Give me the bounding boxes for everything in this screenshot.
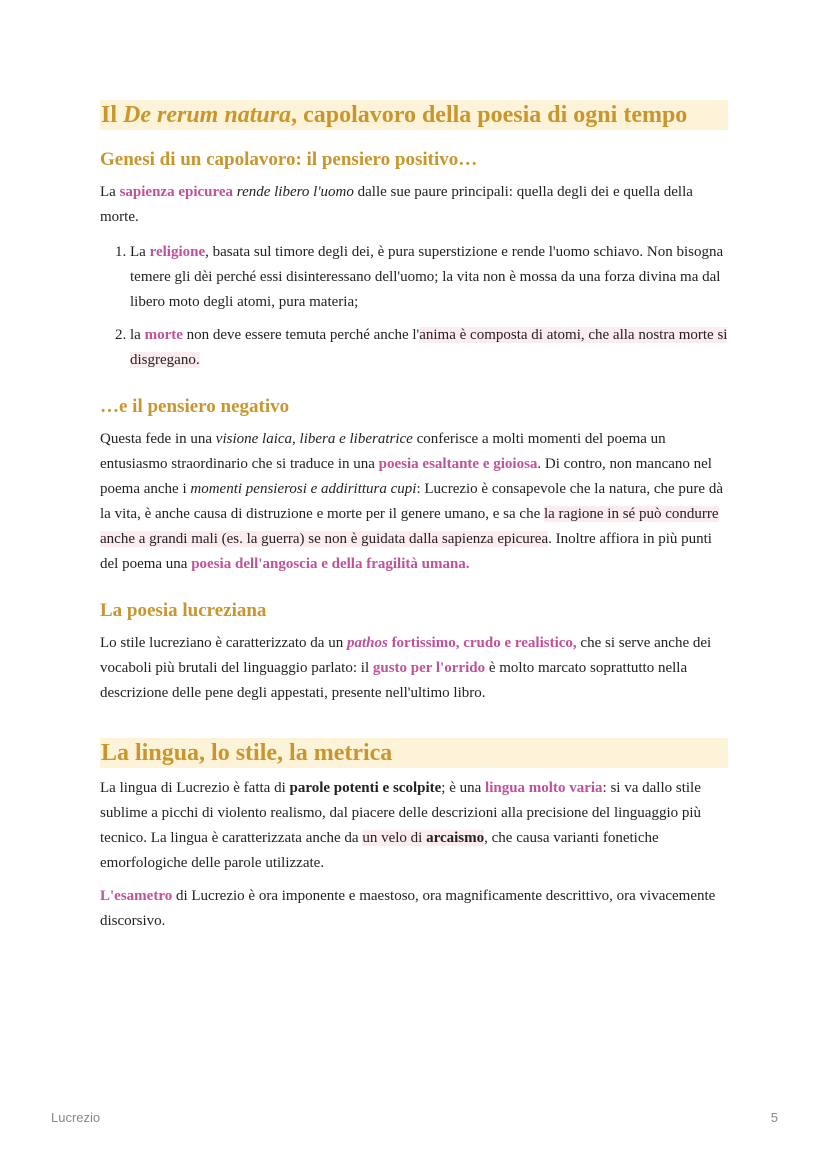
text: . Inoltre affiora in più punti del poema una <box>100 531 712 572</box>
list-item-religione <box>130 240 728 315</box>
text: è molto marcato soprattutto nella descrizione delle pene degli appestati, presente nell'ultimo libro. <box>100 660 688 701</box>
text: ; è una <box>441 780 486 796</box>
bold-parole-potenti: parole potenti e scolpite <box>289 780 442 796</box>
text: Questa fede in una <box>100 431 216 447</box>
emphasis-visione: visione laica, libera e liberatrice <box>215 431 413 447</box>
title-lingua-stile-metrica: La lingua, lo stile, la metrica <box>100 738 728 768</box>
emphasis-momenti: momenti pensierosi e addirittura cupi <box>190 481 417 497</box>
title1-pre: Il <box>101 102 124 128</box>
heading-poesia-lucreziana: La poesia lucreziana <box>100 600 267 621</box>
text: di Lucrezio è ora imponente e maestoso, ora magnificamente descrittivo, ora vivacemente discorsivo. <box>100 888 716 929</box>
title1-italic: De rerum natura <box>123 102 292 128</box>
text: La <box>100 184 120 200</box>
page-number: 5 <box>770 1110 778 1125</box>
text: la <box>130 327 145 343</box>
text: un velo di <box>362 830 427 846</box>
highlight-velo <box>362 830 484 846</box>
text: , che causa varianti fonetiche emorfologiche delle parole utilizzate. <box>100 830 659 871</box>
text: La <box>130 244 150 260</box>
paragraph-stile <box>100 631 728 706</box>
text: La lingua di Lucrezio è fatta di <box>100 780 290 796</box>
term-esametro: L'esametro <box>100 888 173 904</box>
paragraph-sapienza <box>100 180 728 230</box>
term-pathos: pathos <box>346 635 388 651</box>
term-fortissimo: fortissimo, crudo e realistico, <box>387 635 577 651</box>
title1-post: , capolavoro della poesia di ogni tempo <box>291 102 688 128</box>
page-content <box>100 100 728 934</box>
text: che si serve anche dei vocaboli più brutali del linguaggio parlato: il <box>100 635 712 676</box>
heading-pensiero-negativo: …e il pensiero negativo <box>100 396 290 417</box>
text: : si va dallo stile sublime a picchi di violento realismo, dal piacere delle descrizioni alla precisione del linguaggio più tecnico. La lingua è caratterizzata anche da <box>100 780 702 846</box>
paragraph-esametro <box>100 884 728 934</box>
text: : Lucrezio è consapevole che la natura, che pure dà la vita, è anche causa di distruzione e morte per il genere umano, e sa che <box>100 481 723 522</box>
term-gusto-orrido: gusto per l'orrido <box>372 660 486 676</box>
footer-title: Lucrezio <box>51 1110 101 1125</box>
term-poesia-angoscia: poesia dell'angoscia e della fragilità umana. <box>191 556 470 572</box>
highlight-ragione: la ragione in sé può condurre anche a grandi mali (es. la guerra) se non è guidata dalla sapienza epicurea <box>100 506 719 547</box>
text: dalle sue paure principali: quella degli dei e quella della morte. <box>100 184 693 225</box>
text: . Di contro, non mancano nel poema anche i <box>100 456 712 497</box>
list-item-morte <box>130 323 728 373</box>
term-religione: religione <box>149 244 206 260</box>
paragraph-lingua <box>100 776 728 876</box>
text: , basata sul timore degli dei, è pura superstizione e rende l'uomo schiavo. Non bisogna temere gli dèi perché essi disinteressano dell'uomo; la vita non è mossa da una forza divina ma dal libero moto degli atomi, pura materia; <box>130 244 724 310</box>
text: Lo stile lucreziano è caratterizzato da un <box>100 635 347 651</box>
title-de-rerum-natura <box>100 100 728 130</box>
highlight-anima: anima è composta di atomi, che alla nostra morte si disgregano. <box>130 327 728 368</box>
bold-arcaismo: arcaismo <box>426 830 485 846</box>
emphasis-libero: rende libero l'uomo <box>236 184 354 200</box>
text: non deve essere temuta perché anche l' <box>182 327 420 343</box>
list-paure <box>100 240 728 373</box>
term-poesia-esaltante: poesia esaltante e gioiosa <box>378 456 538 472</box>
text: conferisce a molti momenti del poema un entusiasmo straordinario che si traduce in una <box>100 431 666 472</box>
heading-genesi: Genesi di un capolavoro: il pensiero positivo… <box>100 149 478 170</box>
term-morte: morte <box>144 327 183 343</box>
term-lingua-varia: lingua molto varia <box>485 780 603 796</box>
paragraph-fede <box>100 427 728 577</box>
term-sapienza-epicurea: sapienza epicurea <box>119 184 234 200</box>
